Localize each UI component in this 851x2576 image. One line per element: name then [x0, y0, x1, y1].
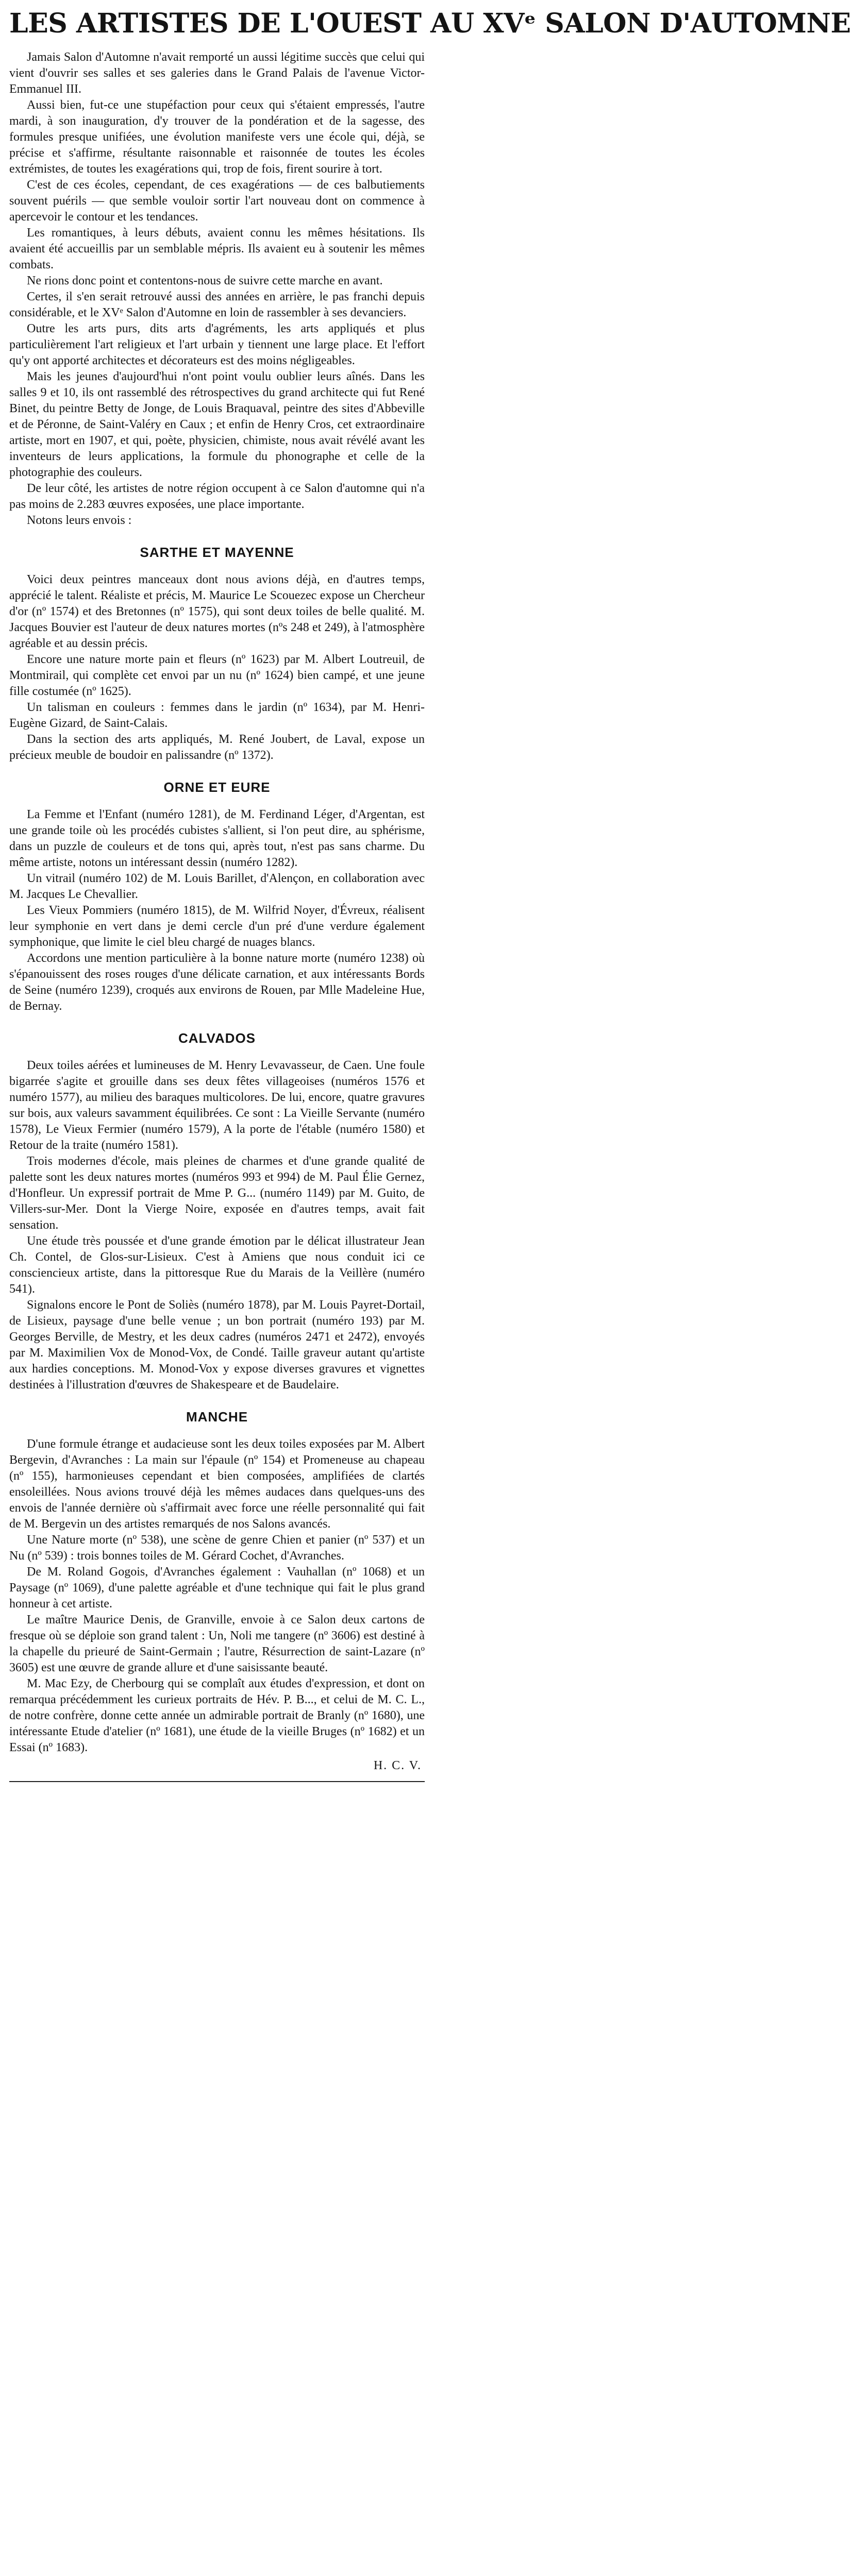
section-paragraph: Le maître Maurice Denis, de Granville, envoie à ce Salon deux cartons de fresque où se déploie son grand talent : Un, Noli me tangere (nº 3606) est destiné à la chapelle du prieuré de Saint-Germain ; l'autre, Résurrection de saint-Lazare (nº 3605) est une œuvre de grande allure et d'une saisissante beauté.	[9, 1613, 425, 1674]
section-paragraph: M. Mac Ezy, de Cherbourg qui se complaît aux études d'expression, et dont on remarqua précédemment les curieux portraits de Hév. P. B..., et celui de M. C. L., de notre confrère, donne cette année un admirable portrait de Branly (nº 1680), une intéressante Etude d'atelier (nº 1681), une étude de la vieille Bruges (nº 1682) et un Essai (nº 1683).	[9, 1677, 425, 1754]
article-title: LES ARTISTES DE L'OUEST AU XVᵉ SALON D'AUTOMNE	[9, 8, 851, 39]
intro-paragraph: Les romantiques, à leurs débuts, avaient connu les mêmes hésitations. Ils avaient été accueillis par un semblable mépris. Ils avaient eu à soutenir les mêmes combats.	[9, 226, 425, 272]
section-heading: MANCHE	[186, 1409, 248, 1425]
bottom-divider	[9, 1781, 425, 1782]
article-intro	[9, 49, 425, 529]
section-sarthe-mayenne	[9, 544, 425, 764]
section-paragraph: Une Nature morte (nº 538), une scène de genre Chien et panier (nº 537) et un Nu (nº 539) : trois bonnes toiles de M. Gérard Cochet, d'Avranches.	[9, 1533, 425, 1563]
section-paragraph: Voici deux peintres manceaux dont nous avions déjà, en d'autres temps, apprécié le talent. Réaliste et précis, M. Maurice Le Scouezec expose un Chercheur d'or (nº 1574) et des Bretonnes (nº 1575), qui sont deux toiles de belle qualité. M. Jacques Bouvier est l'auteur de deux natures mortes (nºs 248 et 249), à l'atmosphère agréable et au dessin précis.	[9, 573, 425, 650]
section-paragraph: La Femme et l'Enfant (numéro 1281), de M. Ferdinand Léger, d'Argentan, est une grande toile où les procédés cubistes s'allient, si l'on peut dire, au sphérisme, dans un puzzle de couleurs et de tons qui, après tout, n'est pas sans charme. Du même artiste, notons un intéressant dessin (numéro 1282).	[9, 808, 425, 869]
section-orne-eure	[9, 779, 425, 1014]
section-paragraph: Un vitrail (numéro 102) de M. Louis Barillet, d'Alençon, en collaboration avec M. Jacques Le Chevallier.	[9, 872, 425, 901]
section-paragraph: Dans la section des arts appliqués, M. René Joubert, de Laval, expose un précieux meuble de boudoir en palissandre (nº 1372).	[9, 733, 425, 762]
section-paragraph: De M. Roland Gogois, d'Avranches également : Vauhallan (nº 1068) et un Paysage (nº 1069), d'une palette agréable et d'une technique qui fait le plus grand honneur à cet artiste.	[9, 1565, 425, 1611]
section-paragraph: Trois modernes d'école, mais pleines de charmes et d'une grande qualité de palette sont les deux natures mortes (numéros 993 et 994) de M. Paul Élie Gernez, d'Honfleur. Un expressif portrait de Mme P. G... (numéro 1149) par M. Guito, de Villers-sur-Mer. Dont la Vierge Noire, exposée en d'autres temps, avait fait sensation.	[9, 1155, 425, 1232]
intro-paragraph: Mais les jeunes d'aujourd'hui n'ont point voulu oublier leurs aînés. Dans les salles 9 et 10, ils ont rassemblé des rétrospectives du grand architecte qui fut René Binet, du peintre Betty de Jonge, de Louis Braquaval, peintre des sites d'Abbeville et de Péronne, de Saint-Valéry en Caux ; et enfin de Henry Cros, cet extraordinaire artiste, mort en 1907, et qui, poète, physicien, chimiste, nous avait révélé avant les inventeurs de leurs applications, la formule du phonographe et celle de la photographie des couleurs.	[9, 370, 425, 479]
section-paragraph: Encore une nature morte pain et fleurs (nº 1623) par M. Albert Loutreuil, de Montmirail, qui complète cet envoi par un nu (nº 1624) bien campé, et une jeune fille costumée (nº 1625).	[9, 653, 425, 698]
intro-paragraph: Aussi bien, fut-ce une stupéfaction pour ceux qui s'étaient empressés, l'autre mardi, à son inauguration, d'y trouver de la pondération et de la sagesse, des formules presque unifiées, une évolution manifeste vers une école qui, déjà, se précise et s'affirme, résultante raisonnable et raisonnée de toutes les écoles extrémistes, de toutes les exagérations qui, trop de fois, firent sourire à tort.	[9, 98, 425, 176]
article-signature: H. C. V.	[373, 1759, 422, 1772]
section-calvados	[9, 1030, 425, 1393]
intro-paragraph: Notons leurs envois :	[27, 514, 132, 527]
section-heading: ORNE ET EURE	[163, 779, 271, 795]
intro-paragraph: C'est de ces écoles, cependant, de ces exagérations — de ces balbutiements souvent puérils — que semble vouloir sortir l'art nouveau dont on commence à apercevoir le contour et les tendances.	[9, 178, 425, 224]
intro-paragraph: Outre les arts purs, dits arts d'agréments, les arts appliqués et plus particulièrement l'art religieux et l'art urbain y tiennent une large place. Et l'effort qu'y ont apporté architectes et décorateurs est des moins négligeables.	[9, 322, 425, 367]
intro-paragraph: De leur côté, les artistes de notre région occupent à ce Salon d'automne qui n'a pas moins de 2.283 œuvres exposées, une place importante.	[9, 482, 425, 511]
section-paragraph: Accordons une mention particulière à la bonne nature morte (numéro 1238) où s'épanouissent des roses rouges d'une délicate carnation, et aux intéressants Bords de Seine (numéro 1239), croqués aux environs de Rouen, par Mlle Madeleine Hue, de Bernay.	[9, 952, 425, 1013]
section-paragraph: Un talisman en couleurs : femmes dans le jardin (nº 1634), par M. Henri-Eugène Gizard, de Saint-Calais.	[9, 701, 425, 730]
section-paragraph: Signalons encore le Pont de Soliès (numéro 1878), par M. Louis Payret-Dortail, de Lisieux, paysage d'une belle venue ; un bon portrait (numéro 193) par M. Georges Berville, de Mestry, et les deux cadres (numéros 2471 et 2472), envoyés par M. Maximilien Vox de Monod-Vox, de Condé. Taille graveur autant qu'artiste aux hardies conceptions. M. Monod-Vox y expose diverses gravures et vignettes destinées à l'illustration d'œuvres de Shakespeare et de Baudelaire.	[9, 1298, 425, 1392]
intro-paragraph: Jamais Salon d'Automne n'avait remporté un aussi légitime succès que celui qui vient d'ouvrir ses salles et ses galeries dans le Grand Palais de l'avenue Victor-Emmanuel III.	[9, 50, 425, 96]
section-heading: CALVADOS	[178, 1030, 256, 1046]
section-manche	[9, 1409, 425, 1756]
section-heading: SARTHE ET MAYENNE	[140, 545, 294, 560]
section-paragraph: Les Vieux Pommiers (numéro 1815), de M. Wilfrid Noyer, d'Évreux, réalisent leur symphonie en vert dans je demi cercle d'un pré d'une verdure également symphonique, que limite le ciel bleu chargé de nuages blancs.	[9, 904, 425, 949]
section-paragraph: D'une formule étrange et audacieuse sont les deux toiles exposées par M. Albert Bergevin, d'Avranches : La main sur l'épaule (nº 154) et Promeneuse au chapeau (nº 155), harmonieuses cependant et bien composées, amplifiées de clartés ensoleillées. Nous avions trouvé déjà les mêmes audaces dans quelques-uns des envois de l'année dernière où s'affirmait avec force une réelle personnalité qui fait de M. Bergevin un des artistes remarqués de nos Salons avancés.	[9, 1437, 425, 1531]
intro-paragraph: Ne rions donc point et contentons-nous de suivre cette marche en avant.	[27, 274, 383, 287]
intro-paragraph: Certes, il s'en serait retrouvé aussi des années en arrière, le pas franchi depuis considérable, et le XVᵉ Salon d'Automne en loin de rassembler à ses devanciers.	[9, 290, 425, 319]
section-paragraph: Deux toiles aérées et lumineuses de M. Henry Levavasseur, de Caen. Une foule bigarrée s'agite et grouille dans ses deux fêtes villageoises (numéros 1576 et numéro 1577), au milieu des baraques multicolores. De lui, encore, quatre gravures sur bois, aux valeurs savamment équilibrées. Ce sont : La Vieille Servante (numéro 1578), Le Vieux Fermier (numéro 1579), A la porte de l'étable (numéro 1580) et Retour de la traite (numéro 1581).	[9, 1059, 425, 1152]
section-paragraph: Une étude très poussée et d'une grande émotion par le délicat illustrateur Jean Ch. Contel, de Glos-sur-Lisieux. C'est à Amiens que nous conduit ici ce consciencieux artiste, dans la pittoresque Rue du Marais de la Veillère (numéro 541).	[9, 1234, 425, 1296]
